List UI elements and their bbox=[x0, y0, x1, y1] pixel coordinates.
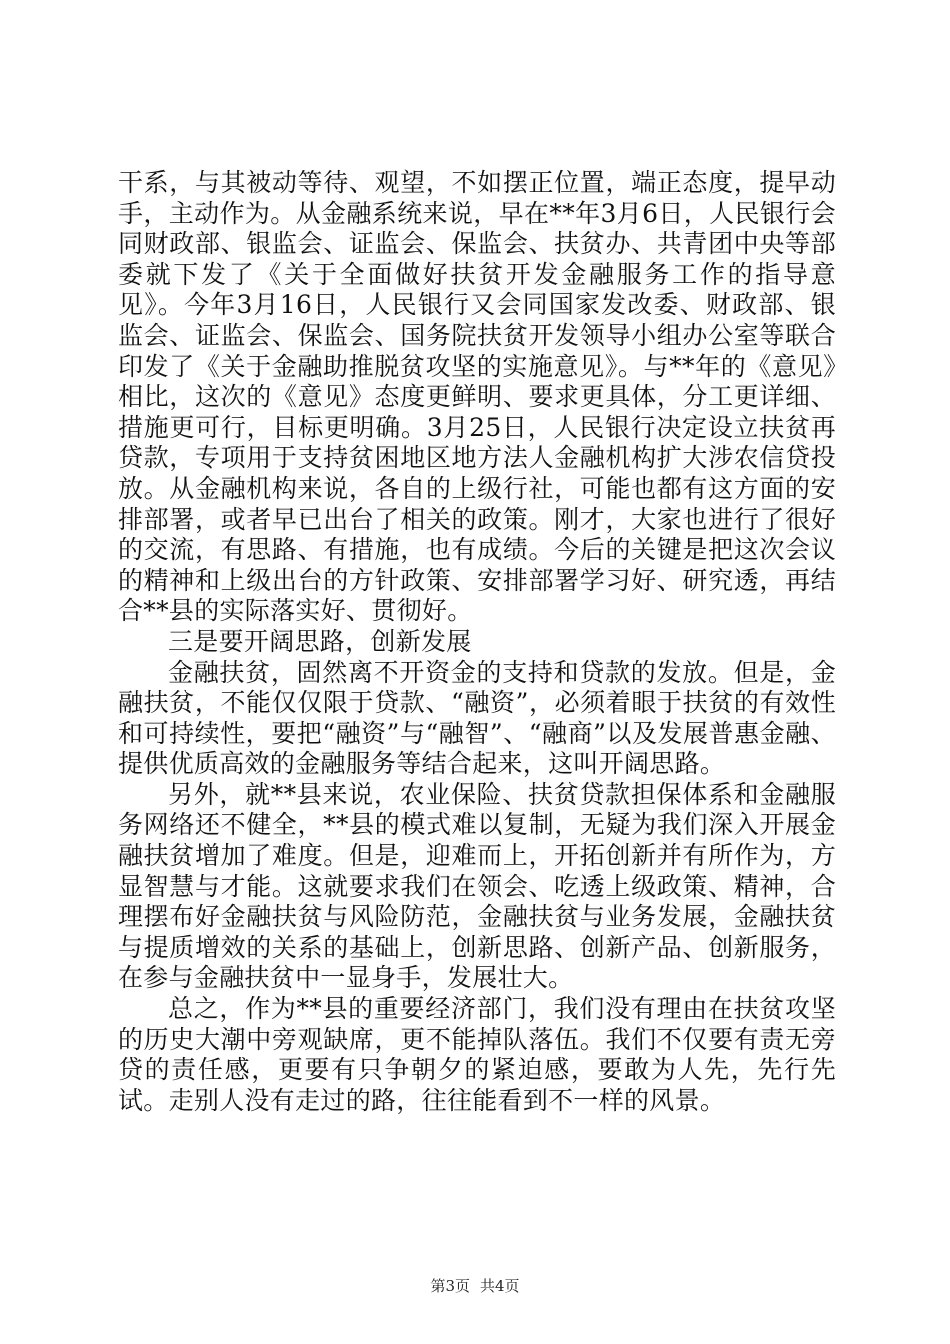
section-heading: 三是要开阔思路，创新发展 bbox=[168, 626, 472, 656]
paragraph-continuation: 干系，与其被动等待、观望，不如摆正位置，端正态度，提早动手，主动作为。从金融系统来说，早在**年3月6日，人民银行会同财政部、银监会、证监会、保监会、扶贫办、共青团中央等部委就下发了《关于全面做好扶贫开发金融服务工作的指导意见》。今年3月16日，人民银行又会同国家发改委、财政部、银监会、证监会、保监会、国务院扶贫开发领导小组办公室等联合印发了《关于金融助推脱贫攻坚的实施意见》。与**年的《意见》相比，这次的《意见》态度更鲜明、要求更具体，分工更详细、措施更可行，目标更明确。3月25日，人民银行决定设立扶贫再贷款，专项用于支持贫困地区地方法人金融机构扩大涉农信贷投放。从金融机构来说，各自的上级行社，可能也都有这方面的安排部署，或者早已出台了相关的政策。刚才，大家也进行了很好的交流，有思路、有措施，也有成绩。今后的关键是把这次会议的精神和上级出台的方针政策、安排部署学习好、研究透，再结合**县的实际落实好、贯彻好。 bbox=[118, 168, 836, 626]
page-number: 第3页 bbox=[430, 1277, 470, 1295]
paragraph: 另外，就**县来说，农业保险、扶贫贷款担保体系和金融服务网络还不健全，**县的模式难以复制，无疑为我们深入开展金融扶贫增加了难度。但是，迎难而上，开拓创新并有所作为，方显智慧与才能。这就要求我们在领会、吃透上级政策、精神，合理摆布好金融扶贫与风险防范，金融扶贫与业务发展，金融扶贫与提质增效的关系的基础上，创新思路、创新产品、创新服务，在参与金融扶贫中一显身手，发展壮大。 bbox=[118, 779, 836, 993]
paragraph: 金融扶贫，固然离不开资金的支持和贷款的发放。但是，金融扶贫，不能仅仅限于贷款、“融资”，必须着眼于扶贫的有效性和可持续性，要把“融资”与“融智”、“融商”以及发展普惠金融、提供优质高效的金融服务等结合起来，这叫开阔思路。 bbox=[118, 657, 836, 779]
page-total: 共4页 bbox=[480, 1277, 520, 1295]
page-footer bbox=[0, 1275, 950, 1296]
document-body bbox=[118, 168, 836, 1116]
paragraph: 总之，作为**县的重要经济部门，我们没有理由在扶贫攻坚的历史大潮中旁观缺席，更不能掉队落伍。我们不仅要有责无旁贷的责任感，更要有只争朝夕的紧迫感，要敢为人先，先行先试。走别人没有走过的路，往往能看到不一样的风景。 bbox=[118, 994, 836, 1115]
